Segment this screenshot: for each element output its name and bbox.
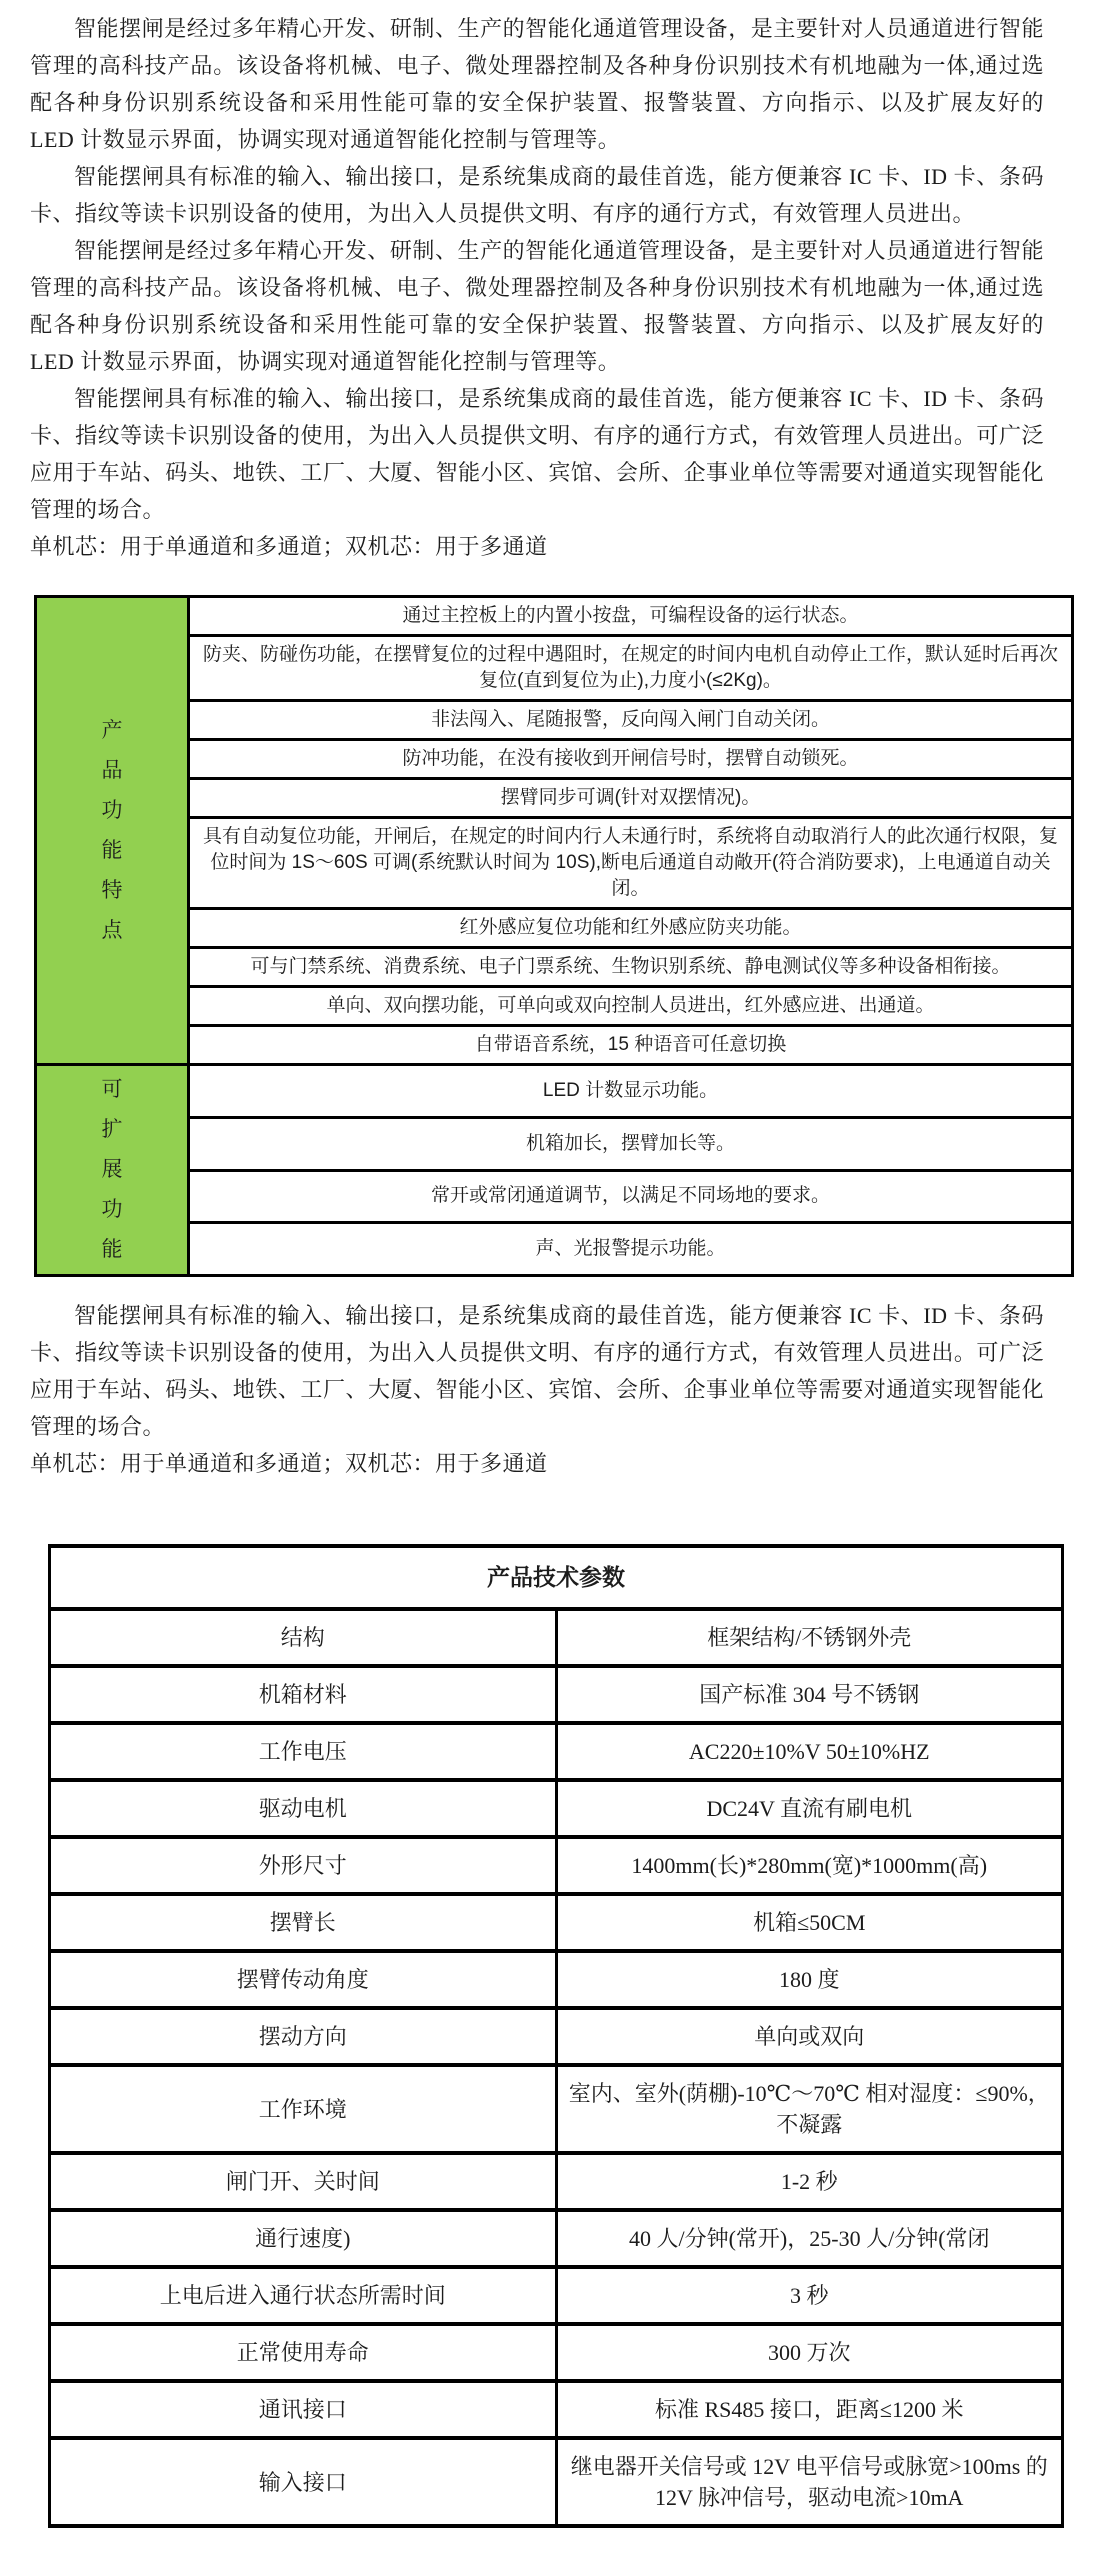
feature-cell: 具有自动复位功能，开闸后，在规定的时间内行人未通行时，系统将自动取消行人的此次通行权限，复位时间为 1S～60S 可调(系统默认时间为 10S),断电后通道自动敞开(符合消防要求)，上电通道自动关闭。 <box>189 818 1073 909</box>
feature-row <box>36 1026 1073 1065</box>
feature-cell: 常开或常闭通道调节，以满足不同场地的要求。 <box>189 1170 1073 1223</box>
io-paragraph-full-2: 智能摆闸具有标准的输入、输出接口，是系统集成商的最佳首选，能方便兼容 IC 卡、ID 卡、条码卡、指纹等读卡识别设备的使用，为出入人员提供文明、有序的通行方式，有效管理人员进出。可广泛应用于车站、码头、地铁、工厂、大厦、智能小区、宾馆、会所、企事业单位等需要对通道实现智能化管理的场合。 <box>30 1303 1044 1439</box>
spec-row-value: 3 秒 <box>556 2267 1063 2324</box>
spec-row-value: 机箱≤50CM <box>556 1894 1063 1951</box>
spec-row-value: 继电器开关信号或 12V 电平信号或脉宽>100ms 的 12V 脉冲信号，驱动电流>10mA <box>556 2438 1063 2526</box>
feature-row <box>36 1117 1073 1170</box>
feature-section-label-expandable <box>36 1065 189 1276</box>
spec-row <box>50 1666 1063 1723</box>
intro-paragraph-2: 智能摆闸是经过多年精心开发、研制、生产的智能化通道管理设备，是主要针对人员通道进行智能管理的高科技产品。该设备将机械、电子、微处理器控制及各种身份识别技术有机地融为一体,通过选配各种身份识别系统设备和采用性能可靠的安全保护装置、报警装置、方向指示、以及扩展友好的 LED 计数显示界面，协调实现对通道智能化控制与管理等。 <box>30 238 1044 374</box>
spec-row <box>50 2008 1063 2065</box>
feature-cell: 非法闯入、尾随报警，反向闯入闸门自动关闭。 <box>189 701 1073 740</box>
feature-cell: 可与门禁系统、消费系统、电子门票系统、生物识别系统、静电测试仪等多种设备相衔接。 <box>189 948 1073 987</box>
spec-row-label: 通讯接口 <box>50 2381 557 2438</box>
io-paragraph-short: 智能摆闸具有标准的输入、输出接口，是系统集成商的最佳首选，能方便兼容 IC 卡、ID 卡、条码卡、指纹等读卡识别设备的使用，为出入人员提供文明、有序的通行方式，有效管理人员进出。 <box>30 164 1044 226</box>
spec-row <box>50 1837 1063 1894</box>
feature-cell: 防冲功能，在没有接收到开闸信号时，摆臂自动锁死。 <box>189 740 1073 779</box>
spec-row-label: 外形尺寸 <box>50 1837 557 1894</box>
feature-row <box>36 987 1073 1026</box>
feature-row <box>36 636 1073 701</box>
spec-row-value: 国产标准 304 号不锈钢 <box>556 1666 1063 1723</box>
spec-row <box>50 2381 1063 2438</box>
spec-table <box>48 1544 1064 2528</box>
feature-row <box>36 948 1073 987</box>
feature-section-label-text: 可扩展功能 <box>101 1078 123 1261</box>
spec-row-value: DC24V 直流有刷电机 <box>556 1780 1063 1837</box>
feature-row <box>36 701 1073 740</box>
spec-row <box>50 1609 1063 1666</box>
spec-row-value: 1-2 秒 <box>556 2153 1063 2210</box>
feature-cell: LED 计数显示功能。 <box>189 1065 1073 1118</box>
spec-row-value: 40 人/分钟(常开)，25-30 人/分钟(常闭 <box>556 2210 1063 2267</box>
spacer <box>30 1277 1072 1297</box>
spec-row-value: AC220±10%V 50±10%HZ <box>556 1723 1063 1780</box>
spec-row <box>50 2065 1063 2153</box>
feature-cell: 单向、双向摆功能，可单向或双向控制人员进出，红外感应进、出通道。 <box>189 987 1073 1026</box>
spec-row <box>50 2438 1063 2526</box>
feature-section-label-features <box>36 597 189 1065</box>
machine-core-note-1: 单机芯：用于单通道和多通道；双机芯：用于多通道 <box>30 534 548 559</box>
spec-row-label: 工作电压 <box>50 1723 557 1780</box>
feature-table <box>34 595 1074 1277</box>
spec-row-label: 工作环境 <box>50 2065 557 2153</box>
spec-row-value: 180 度 <box>556 1951 1063 2008</box>
spec-row-label: 正常使用寿命 <box>50 2324 557 2381</box>
spec-row-label: 闸门开、关时间 <box>50 2153 557 2210</box>
spec-row-label: 上电后进入通行状态所需时间 <box>50 2267 557 2324</box>
spec-row <box>50 1951 1063 2008</box>
feature-row <box>36 779 1073 818</box>
spec-row-value: 单向或双向 <box>556 2008 1063 2065</box>
spec-row <box>50 2153 1063 2210</box>
feature-cell: 声、光报警提示功能。 <box>189 1223 1073 1276</box>
intro-paragraph-1: 智能摆闸是经过多年精心开发、研制、生产的智能化通道管理设备，是主要针对人员通道进行智能管理的高科技产品。该设备将机械、电子、微处理器控制及各种身份识别技术有机地融为一体,通过选配各种身份识别系统设备和采用性能可靠的安全保护装置、报警装置、方向指示、以及扩展友好的 LED 计数显示界面，协调实现对通道智能化控制与管理等。 <box>30 16 1044 152</box>
feature-cell: 自带语音系统，15 种语音可任意切换 <box>189 1026 1073 1065</box>
spec-row-label: 驱动电机 <box>50 1780 557 1837</box>
machine-core-note-2: 单机芯：用于单通道和多通道；双机芯：用于多通道 <box>30 1451 548 1476</box>
spec-row-label: 输入接口 <box>50 2438 557 2526</box>
spec-row <box>50 1723 1063 1780</box>
feature-cell: 红外感应复位功能和红外感应防夹功能。 <box>189 909 1073 948</box>
spec-row <box>50 1894 1063 1951</box>
feature-row <box>36 740 1073 779</box>
spec-row-value: 1400mm(长)*280mm(宽)*1000mm(高) <box>556 1837 1063 1894</box>
spec-row-label: 摆臂长 <box>50 1894 557 1951</box>
spec-row-value: 室内、室外(荫棚)-10℃～70℃ 相对湿度：≤90%，不凝露 <box>556 2065 1063 2153</box>
feature-row <box>36 597 1073 636</box>
feature-row <box>36 1170 1073 1223</box>
spec-table-title: 产品技术参数 <box>50 1546 1063 1609</box>
feature-cell: 机箱加长，摆臂加长等。 <box>189 1117 1073 1170</box>
spec-row-label: 摆动方向 <box>50 2008 557 2065</box>
feature-cell: 摆臂同步可调(针对双摆情况)。 <box>189 779 1073 818</box>
spec-row <box>50 2267 1063 2324</box>
spec-row-label: 机箱材料 <box>50 1666 557 1723</box>
spec-row-label: 摆臂传动角度 <box>50 1951 557 2008</box>
spec-row-label: 结构 <box>50 1609 557 1666</box>
feature-row <box>36 909 1073 948</box>
spec-row-value: 框架结构/不锈钢外壳 <box>556 1609 1063 1666</box>
spec-row <box>50 1780 1063 1837</box>
spec-row-value: 标准 RS485 接口，距离≤1200 米 <box>556 2381 1063 2438</box>
spec-row-value: 300 万次 <box>556 2324 1063 2381</box>
spec-row <box>50 2324 1063 2381</box>
feature-cell: 防夹、防碰伤功能，在摆臂复位的过程中遇阻时，在规定的时间内电机自动停止工作，默认延时后再次复位(直到复位为止),力度小(≤2Kg)。 <box>189 636 1073 701</box>
feature-section-label-text: 产品功能特点 <box>101 718 123 942</box>
spec-row <box>50 2210 1063 2267</box>
io-paragraph-full-1: 智能摆闸具有标准的输入、输出接口，是系统集成商的最佳首选，能方便兼容 IC 卡、ID 卡、条码卡、指纹等读卡识别设备的使用，为出入人员提供文明、有序的通行方式，有效管理人员进出。可广泛应用于车站、码头、地铁、工厂、大厦、智能小区、宾馆、会所、企事业单位等需要对通道实现智能化管理的场合。 <box>30 386 1044 522</box>
feature-row <box>36 1065 1073 1118</box>
feature-cell: 通过主控板上的内置小按盘，可编程设备的运行状态。 <box>189 597 1073 636</box>
spec-title-row <box>50 1546 1063 1609</box>
feature-row <box>36 818 1073 909</box>
spec-row-label: 通行速度) <box>50 2210 557 2267</box>
feature-row <box>36 1223 1073 1276</box>
